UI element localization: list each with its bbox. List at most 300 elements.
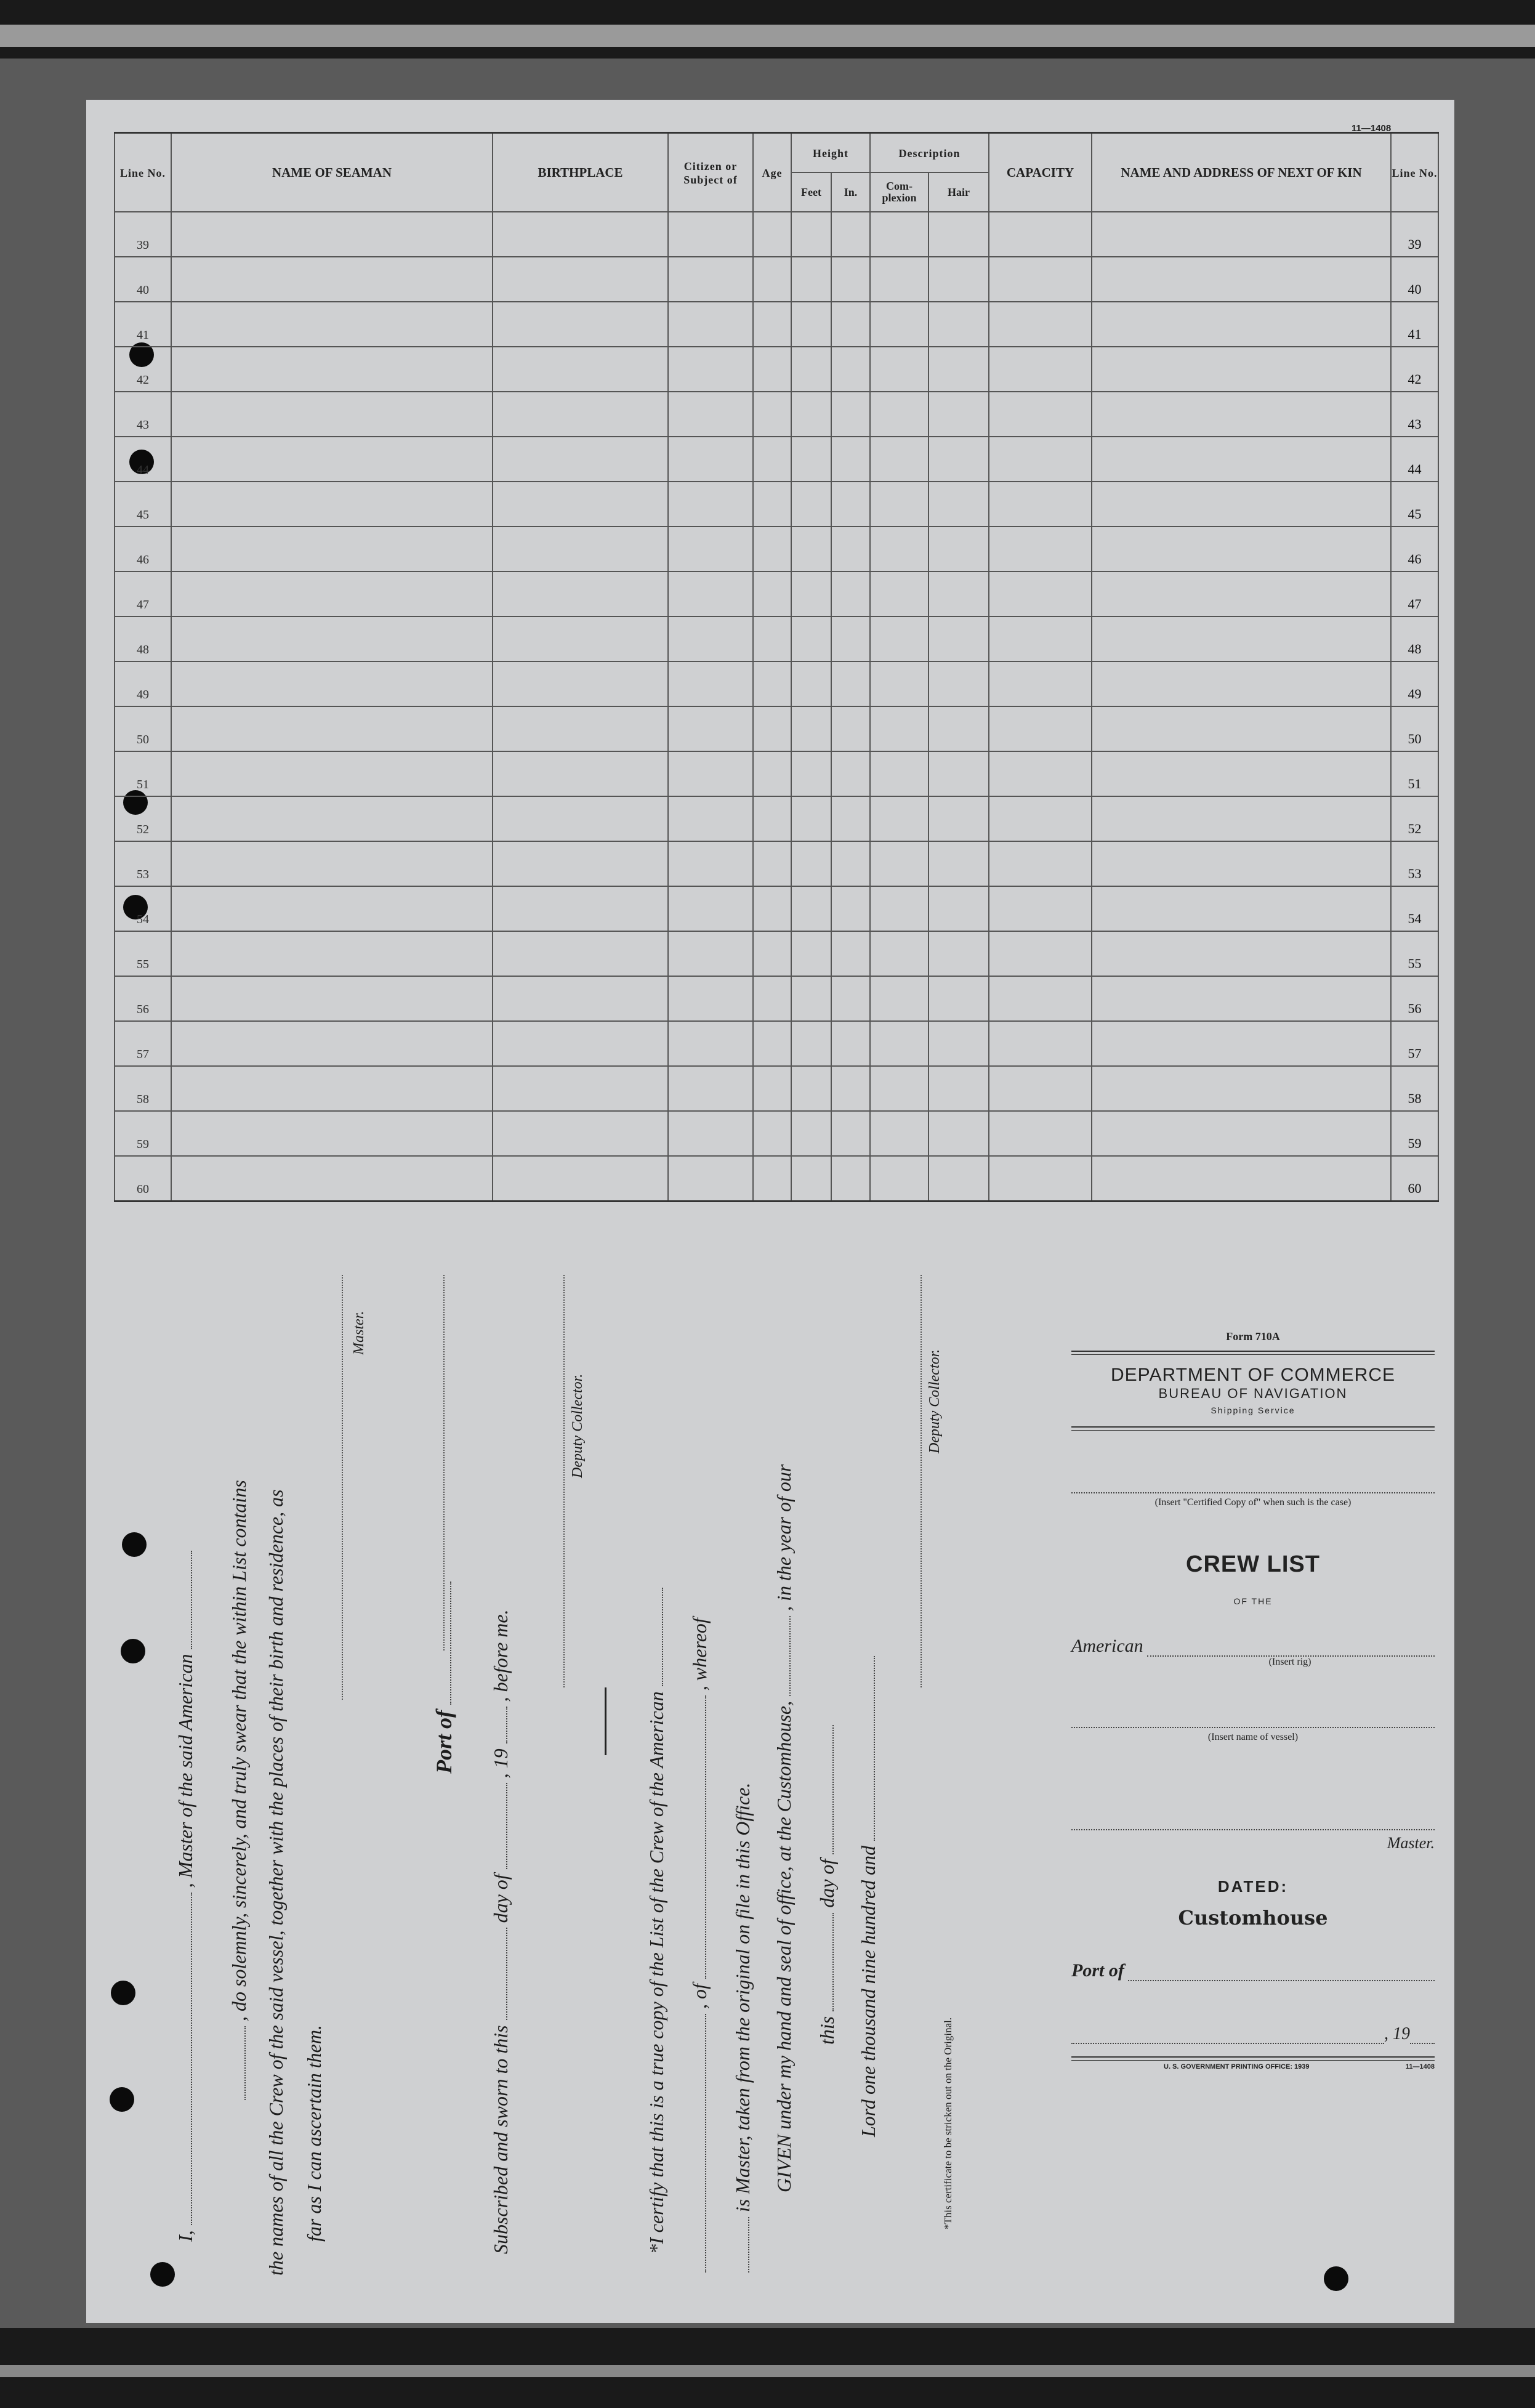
- section-divider: [605, 1687, 606, 1755]
- day-blank[interactable]: [490, 1928, 507, 2020]
- rig-line[interactable]: [1147, 1639, 1435, 1657]
- this-day-of-text: day of: [816, 1859, 838, 1908]
- table-cell[interactable]: [668, 976, 753, 1021]
- table-cell[interactable]: [831, 482, 870, 527]
- table-cell[interactable]: [989, 886, 1092, 931]
- table-cell[interactable]: [171, 661, 493, 706]
- rule-dept: [1071, 1426, 1435, 1431]
- table-cell[interactable]: [753, 482, 791, 527]
- table-cell[interactable]: [668, 212, 753, 257]
- table-cell[interactable]: [870, 661, 929, 706]
- table-cell[interactable]: [171, 931, 493, 976]
- table-cell[interactable]: [668, 661, 753, 706]
- row-line-number: 39: [115, 212, 171, 257]
- table-cell[interactable]: [753, 437, 791, 482]
- table-cell[interactable]: [831, 437, 870, 482]
- month-blank[interactable]: [490, 1783, 507, 1869]
- table-cell[interactable]: [870, 931, 929, 976]
- table-cell[interactable]: [870, 1066, 929, 1111]
- header-hair: Hair: [929, 172, 989, 212]
- table-cell[interactable]: [929, 706, 989, 751]
- table-cell[interactable]: [831, 976, 870, 1021]
- table-cell[interactable]: [493, 751, 668, 796]
- customhouse-blank[interactable]: [773, 1616, 791, 1696]
- table-cell[interactable]: [493, 482, 668, 527]
- table-cell[interactable]: [668, 1021, 753, 1066]
- table-cell[interactable]: [870, 527, 929, 572]
- table-cell[interactable]: [1092, 1021, 1391, 1066]
- table-cell[interactable]: [668, 841, 753, 886]
- table-row: [115, 347, 1438, 392]
- row-line-number: 54: [115, 886, 171, 931]
- table-cell[interactable]: [171, 437, 493, 482]
- table-cell[interactable]: [791, 1156, 831, 1202]
- table-cell[interactable]: [831, 1021, 870, 1066]
- table-cell[interactable]: [753, 841, 791, 886]
- table-cell[interactable]: [791, 392, 831, 437]
- table-cell[interactable]: [753, 1066, 791, 1111]
- table-cell[interactable]: [831, 616, 870, 661]
- table-cell[interactable]: [929, 212, 989, 257]
- table-cell[interactable]: [929, 931, 989, 976]
- table-cell[interactable]: [1092, 212, 1391, 257]
- table-cell[interactable]: [753, 1156, 791, 1202]
- table-cell[interactable]: [493, 1156, 668, 1202]
- table-cell[interactable]: [929, 1156, 989, 1202]
- table-cell[interactable]: [929, 347, 989, 392]
- header-complexion: Com-plexion: [870, 172, 929, 212]
- table-cell[interactable]: [668, 572, 753, 616]
- table-cell[interactable]: [870, 616, 929, 661]
- table-cell[interactable]: [171, 976, 493, 1021]
- certify-line: [645, 1588, 668, 2254]
- table-cell[interactable]: [1092, 482, 1391, 527]
- table-cell[interactable]: [989, 661, 1092, 706]
- table-cell[interactable]: [791, 931, 831, 976]
- cover-master-label: Master.: [1387, 1834, 1435, 1852]
- row-line-number: 44: [115, 437, 171, 482]
- port-blank[interactable]: [434, 1582, 451, 1705]
- certify-of-line: [688, 1618, 711, 2273]
- oath-line-2-text: , do solemnly, sincerely, and truly swear that the within List contains: [228, 1480, 250, 2021]
- insert-certified-note: (Insert "Certified Copy of" when such is the case): [1154, 1497, 1352, 1508]
- table-cell[interactable]: [989, 257, 1092, 302]
- crew-table: [114, 132, 1439, 1202]
- lord-year-blank[interactable]: [858, 1656, 875, 1841]
- table-cell[interactable]: [831, 392, 870, 437]
- port-row: [1071, 1960, 1435, 1981]
- table-cell[interactable]: [989, 392, 1092, 437]
- table-cell[interactable]: [171, 1066, 493, 1111]
- table-cell[interactable]: [929, 886, 989, 931]
- table-row: [115, 1021, 1438, 1066]
- table-cell[interactable]: [870, 796, 929, 841]
- table-cell[interactable]: [989, 572, 1092, 616]
- table-cell[interactable]: [831, 257, 870, 302]
- table-cell[interactable]: [791, 1111, 831, 1156]
- row-line-number-right: 58: [1391, 1066, 1438, 1111]
- table-cell[interactable]: [831, 347, 870, 392]
- imprint-row: [1071, 2063, 1435, 2071]
- oath-line-1: [174, 1551, 197, 2242]
- table-cell[interactable]: [831, 841, 870, 886]
- table-cell[interactable]: [791, 661, 831, 706]
- american-label: American: [1071, 1636, 1143, 1656]
- vessel-blank[interactable]: [175, 1551, 192, 1649]
- table-cell[interactable]: [1092, 1111, 1391, 1156]
- row-line-number: 42: [115, 347, 171, 392]
- vessel-name-line[interactable]: [1071, 1727, 1435, 1728]
- table-cell[interactable]: [493, 976, 668, 1021]
- table-cell[interactable]: [791, 841, 831, 886]
- table-cell[interactable]: [668, 302, 753, 347]
- dated-label: DATED:: [1217, 1877, 1289, 1896]
- table-cell[interactable]: [870, 976, 929, 1021]
- table-cell[interactable]: [1092, 976, 1391, 1021]
- table-cell[interactable]: [989, 482, 1092, 527]
- table-cell[interactable]: [870, 1111, 929, 1156]
- table-cell[interactable]: [989, 976, 1092, 1021]
- table-cell[interactable]: [1092, 1156, 1391, 1202]
- table-cell[interactable]: [668, 257, 753, 302]
- table-cell[interactable]: [171, 347, 493, 392]
- table-cell[interactable]: [493, 1021, 668, 1066]
- before-me-text: , before me.: [490, 1609, 512, 1702]
- this-day-blank[interactable]: [816, 1913, 834, 2011]
- certify-vessel-blank[interactable]: [646, 1588, 663, 1686]
- whereof-text: , whereof: [688, 1618, 711, 1691]
- table-cell[interactable]: [753, 302, 791, 347]
- table-cell[interactable]: [791, 302, 831, 347]
- cover-block: [1071, 1330, 1435, 2071]
- table-cell[interactable]: [668, 527, 753, 572]
- day-of-text: day of: [490, 1874, 512, 1923]
- table-row: [115, 661, 1438, 706]
- cover-year-line[interactable]: [1410, 2027, 1435, 2044]
- header-name-of-seaman: NAME OF SEAMAN: [171, 133, 493, 212]
- table-cell[interactable]: [668, 1111, 753, 1156]
- table-cell[interactable]: [493, 212, 668, 257]
- table-cell[interactable]: [171, 796, 493, 841]
- table-cell[interactable]: [831, 1156, 870, 1202]
- gpo-imprint: U. S. GOVERNMENT PRINTING OFFICE: 1939: [1164, 2063, 1310, 2071]
- table-cell[interactable]: [668, 347, 753, 392]
- table-cell[interactable]: [753, 527, 791, 572]
- table-cell[interactable]: [989, 841, 1092, 886]
- table-cell[interactable]: [929, 1111, 989, 1156]
- table-cell[interactable]: [171, 1111, 493, 1156]
- table-cell[interactable]: [989, 437, 1092, 482]
- table-cell[interactable]: [1092, 572, 1391, 616]
- table-cell[interactable]: [493, 1111, 668, 1156]
- table-cell[interactable]: [989, 527, 1092, 572]
- table-cell[interactable]: [493, 841, 668, 886]
- table-cell[interactable]: [831, 931, 870, 976]
- table-cell[interactable]: [870, 302, 929, 347]
- table-cell[interactable]: [929, 976, 989, 1021]
- table-cell[interactable]: [171, 572, 493, 616]
- table-cell[interactable]: [493, 527, 668, 572]
- this-month-blank[interactable]: [816, 1725, 834, 1854]
- table-cell[interactable]: [929, 616, 989, 661]
- table-cell[interactable]: [493, 572, 668, 616]
- table-cell[interactable]: [493, 302, 668, 347]
- table-cell[interactable]: [668, 796, 753, 841]
- table-cell[interactable]: [171, 1021, 493, 1066]
- row-line-number-right: 51: [1391, 751, 1438, 796]
- table-cell[interactable]: [1092, 616, 1391, 661]
- table-cell[interactable]: [1092, 437, 1391, 482]
- table-cell[interactable]: [989, 706, 1092, 751]
- table-cell[interactable]: [791, 706, 831, 751]
- table-cell[interactable]: [1092, 392, 1391, 437]
- table-cell[interactable]: [493, 616, 668, 661]
- table-cell[interactable]: [753, 347, 791, 392]
- table-cell[interactable]: [171, 616, 493, 661]
- table-cell[interactable]: [929, 751, 989, 796]
- table-cell[interactable]: [791, 976, 831, 1021]
- row-line-number: 48: [115, 616, 171, 661]
- table-cell[interactable]: [989, 1021, 1092, 1066]
- table-cell[interactable]: [753, 796, 791, 841]
- row-line-number: 47: [115, 572, 171, 616]
- certified-copy-line[interactable]: [1071, 1492, 1435, 1493]
- table-cell[interactable]: [171, 212, 493, 257]
- table-cell[interactable]: [989, 212, 1092, 257]
- table-cell[interactable]: [753, 751, 791, 796]
- table-cell[interactable]: [870, 572, 929, 616]
- certify-name-blank[interactable]: [689, 2014, 706, 2273]
- table-cell[interactable]: [753, 886, 791, 931]
- table-cell[interactable]: [493, 796, 668, 841]
- punch-hole-icon: [121, 1639, 145, 1663]
- table-cell[interactable]: [929, 302, 989, 347]
- master-name-line[interactable]: [1071, 1829, 1435, 1830]
- table-cell[interactable]: [171, 841, 493, 886]
- deputy-collector-label-1: Deputy Collector.: [570, 1373, 586, 1478]
- table-row: [115, 212, 1438, 257]
- table-cell[interactable]: [493, 257, 668, 302]
- table-cell[interactable]: [753, 706, 791, 751]
- table-cell[interactable]: [989, 302, 1092, 347]
- table-cell[interactable]: [791, 1021, 831, 1066]
- master-name-blank[interactable]: [175, 1893, 192, 2225]
- cover-year-label: , 19: [1384, 2024, 1410, 2043]
- table-cell[interactable]: [493, 437, 668, 482]
- table-cell[interactable]: [831, 572, 870, 616]
- cover-port-line[interactable]: [1128, 1964, 1435, 1981]
- header-line-no: Line No.: [115, 133, 171, 212]
- table-cell[interactable]: [493, 392, 668, 437]
- table-cell[interactable]: [753, 661, 791, 706]
- table-cell[interactable]: [929, 796, 989, 841]
- table-cell[interactable]: [791, 796, 831, 841]
- table-cell[interactable]: [1092, 257, 1391, 302]
- table-cell[interactable]: [989, 616, 1092, 661]
- table-cell[interactable]: [791, 482, 831, 527]
- table-cell[interactable]: [791, 527, 831, 572]
- table-cell[interactable]: [929, 437, 989, 482]
- row-line-number: 46: [115, 527, 171, 572]
- table-cell[interactable]: [870, 841, 929, 886]
- table-cell[interactable]: [171, 392, 493, 437]
- row-line-number-right: 46: [1391, 527, 1438, 572]
- table-cell[interactable]: [791, 437, 831, 482]
- table-cell[interactable]: [171, 482, 493, 527]
- cover-date-line[interactable]: [1071, 2027, 1384, 2044]
- table-cell[interactable]: [870, 347, 929, 392]
- table-cell[interactable]: [493, 347, 668, 392]
- table-cell[interactable]: [791, 347, 831, 392]
- table-cell[interactable]: [831, 886, 870, 931]
- table-cell[interactable]: [753, 616, 791, 661]
- table-cell[interactable]: [831, 527, 870, 572]
- table-cell[interactable]: [791, 1066, 831, 1111]
- table-cell[interactable]: [831, 751, 870, 796]
- table-cell[interactable]: [493, 1066, 668, 1111]
- row-line-number: 60: [115, 1156, 171, 1202]
- table-cell[interactable]: [1092, 841, 1391, 886]
- vessel-name-blank[interactable]: [228, 2026, 246, 2100]
- table-cell[interactable]: [929, 572, 989, 616]
- table-cell[interactable]: [989, 796, 1092, 841]
- table-cell[interactable]: [791, 886, 831, 931]
- table-cell[interactable]: [791, 751, 831, 796]
- table-cell[interactable]: [929, 527, 989, 572]
- table-cell[interactable]: [929, 257, 989, 302]
- table-cell[interactable]: [831, 661, 870, 706]
- table-cell[interactable]: [171, 886, 493, 931]
- table-cell[interactable]: [870, 1156, 929, 1202]
- row-line-number-right: 60: [1391, 1156, 1438, 1202]
- service-title: Shipping Service: [1211, 1405, 1295, 1415]
- table-cell[interactable]: [929, 392, 989, 437]
- table-cell[interactable]: [753, 392, 791, 437]
- table-cell[interactable]: [1092, 661, 1391, 706]
- table-cell[interactable]: [493, 706, 668, 751]
- table-cell[interactable]: [493, 931, 668, 976]
- table-cell[interactable]: [989, 931, 1092, 976]
- table-cell[interactable]: [831, 796, 870, 841]
- table-cell[interactable]: [989, 751, 1092, 796]
- certify-of-blank[interactable]: [689, 1695, 706, 1979]
- table-cell[interactable]: [1092, 796, 1391, 841]
- table-cell[interactable]: [929, 1021, 989, 1066]
- table-cell[interactable]: [831, 212, 870, 257]
- table-cell[interactable]: [929, 661, 989, 706]
- table-cell[interactable]: [171, 751, 493, 796]
- table-cell[interactable]: [870, 886, 929, 931]
- table-cell[interactable]: [1092, 527, 1391, 572]
- table-cell[interactable]: [668, 751, 753, 796]
- table-cell[interactable]: [791, 572, 831, 616]
- table-cell[interactable]: [989, 1156, 1092, 1202]
- table-cell[interactable]: [753, 931, 791, 976]
- table-cell[interactable]: [668, 1066, 753, 1111]
- table-cell[interactable]: [1092, 706, 1391, 751]
- table-cell[interactable]: [753, 976, 791, 1021]
- table-cell[interactable]: [1092, 302, 1391, 347]
- punch-hole-icon: [111, 1981, 135, 2005]
- table-cell[interactable]: [870, 212, 929, 257]
- cover-port-label: Port of: [1071, 1960, 1124, 1981]
- table-cell[interactable]: [493, 886, 668, 931]
- table-cell[interactable]: [1092, 931, 1391, 976]
- table-cell[interactable]: [668, 706, 753, 751]
- table-cell[interactable]: [171, 302, 493, 347]
- punch-hole-icon: [1324, 2266, 1348, 2291]
- table-cell[interactable]: [171, 257, 493, 302]
- table-cell[interactable]: [1092, 347, 1391, 392]
- row-line-number-right: 42: [1391, 347, 1438, 392]
- deputy-collector-label-2: Deputy Collector.: [927, 1349, 943, 1453]
- bottom-scan-band: [0, 2365, 1535, 2377]
- top-scan-band: [0, 25, 1535, 47]
- header-description: Description: [870, 133, 989, 173]
- table-cell[interactable]: [929, 1066, 989, 1111]
- table-cell[interactable]: [668, 1156, 753, 1202]
- table-cell[interactable]: [989, 347, 1092, 392]
- certify-master-blank[interactable]: [732, 2217, 749, 2273]
- table-cell[interactable]: [929, 841, 989, 886]
- table-cell[interactable]: [668, 886, 753, 931]
- certify-text: *I certify that this is a true copy of the List of the Crew of the American: [645, 1691, 667, 2254]
- year-blank[interactable]: [490, 1707, 507, 1743]
- table-cell[interactable]: [989, 1066, 1092, 1111]
- table-cell[interactable]: [870, 706, 929, 751]
- table-cell[interactable]: [171, 1156, 493, 1202]
- table-cell[interactable]: [753, 257, 791, 302]
- row-line-number-right: 45: [1391, 482, 1438, 527]
- table-cell[interactable]: [753, 212, 791, 257]
- table-row: [115, 841, 1438, 886]
- table-cell[interactable]: [668, 616, 753, 661]
- table-cell[interactable]: [171, 706, 493, 751]
- table-cell[interactable]: [171, 527, 493, 572]
- table-cell[interactable]: [1092, 1066, 1391, 1111]
- table-cell[interactable]: [493, 661, 668, 706]
- table-cell[interactable]: [1092, 751, 1391, 796]
- given-line: [773, 1465, 796, 2192]
- lord-text: Lord one thousand nine hundred and: [857, 1845, 879, 2137]
- table-cell[interactable]: [870, 1021, 929, 1066]
- table-cell[interactable]: [870, 257, 929, 302]
- form-label: Form 710A: [1226, 1330, 1280, 1343]
- table-cell[interactable]: [870, 751, 929, 796]
- table-cell[interactable]: [870, 482, 929, 527]
- table-cell[interactable]: [831, 302, 870, 347]
- table-cell[interactable]: [791, 212, 831, 257]
- table-cell[interactable]: [1092, 886, 1391, 931]
- table-cell[interactable]: [791, 257, 831, 302]
- table-cell[interactable]: [668, 931, 753, 976]
- table-row: [115, 616, 1438, 661]
- table-cell[interactable]: [668, 437, 753, 482]
- table-cell[interactable]: [753, 1111, 791, 1156]
- table-cell[interactable]: [831, 706, 870, 751]
- table-cell[interactable]: [753, 1021, 791, 1066]
- table-cell[interactable]: [668, 482, 753, 527]
- table-cell[interactable]: [753, 572, 791, 616]
- table-cell[interactable]: [989, 1111, 1092, 1156]
- table-cell[interactable]: [831, 1111, 870, 1156]
- table-cell[interactable]: [870, 392, 929, 437]
- table-cell[interactable]: [831, 1066, 870, 1111]
- table-cell[interactable]: [791, 616, 831, 661]
- table-cell[interactable]: [668, 392, 753, 437]
- table-cell[interactable]: [929, 482, 989, 527]
- table-cell[interactable]: [870, 437, 929, 482]
